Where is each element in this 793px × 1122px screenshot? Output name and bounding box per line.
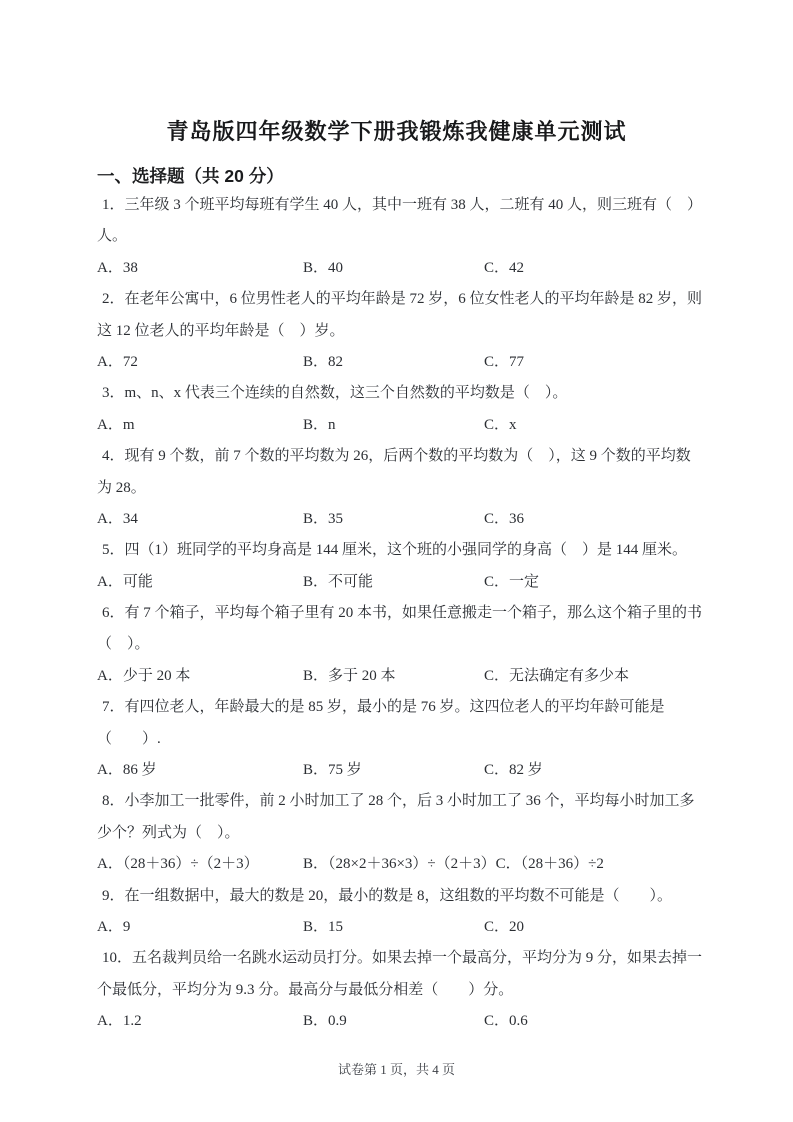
question-3	[97, 378, 703, 441]
options-row	[97, 849, 703, 880]
options-row	[97, 567, 703, 598]
question-1	[97, 190, 703, 284]
option-a: A．34	[97, 510, 138, 527]
question-text-line: 个最低分，平均分为 9.3 分。最高分与最低分相差（ ）分。	[97, 981, 514, 998]
question-text-line: 为 28。	[97, 479, 146, 496]
option-b: B．（28×2＋36×3）÷（2＋3）	[303, 856, 496, 873]
options-row	[97, 912, 703, 943]
options-row	[97, 1006, 703, 1037]
option-a: A．9	[97, 918, 131, 935]
option-a: A．少于 20 本	[97, 667, 191, 684]
option-b: B．n	[303, 416, 336, 433]
option-b: B．15	[303, 918, 344, 935]
option-c: C．20	[484, 918, 525, 935]
options-row	[97, 347, 703, 378]
question-10	[97, 943, 703, 1037]
options-row	[97, 410, 703, 441]
question-4	[97, 441, 703, 535]
question-list	[97, 190, 703, 1038]
page-title: 青岛版四年级数学下册我锻炼我健康单元测试	[166, 119, 627, 144]
option-c: C．77	[484, 353, 525, 370]
option-b: B．75 岁	[303, 762, 362, 779]
option-b: B．多于 20 本	[303, 667, 396, 684]
option-c: C．0.6	[484, 1013, 528, 1030]
option-b: B．40	[303, 259, 344, 276]
option-c: C．x	[484, 416, 517, 433]
options-row	[97, 253, 703, 284]
options-row	[97, 755, 703, 786]
question-text-line: 1．三年级 3 个班平均每班有学生 40 人，其中一班有 38 人，二班有 40 人，则三班有（ ）	[102, 197, 703, 213]
question-text-line: 6．有 7 个箱子，平均每个箱子里有 20 本书，如果任意搬走一个箱子，那么这个箱子里的书	[102, 605, 703, 622]
option-a: A．1.2	[97, 1013, 142, 1030]
question-text-line: 人。	[97, 228, 128, 245]
question-text-line: 4．现有 9 个数，前 7 个数的平均数为 26，后两个数的平均数为（ ），这 9 个数的平均数	[102, 448, 691, 465]
option-a: A．72	[97, 353, 138, 370]
question-text-line: 3．m、n、x 代表三个连续的自然数，这三个自然数的平均数是（ ）。	[102, 385, 568, 402]
option-b: B．不可能	[303, 573, 374, 590]
question-text-line: （ ）。	[97, 636, 150, 653]
question-text-line: 8．小李加工一批零件，前 2 小时加工了 28 个，后 3 小时加工了 36 个，平均每小时加工多	[102, 793, 695, 810]
question-9	[97, 881, 703, 944]
question-5	[97, 535, 703, 598]
option-c: C．82 岁	[484, 762, 543, 779]
question-text-line: 少个？列式为（ ）。	[97, 824, 240, 841]
section-heading: 一、选择题（共 20 分）	[97, 166, 284, 186]
question-6	[97, 598, 703, 692]
option-b: B．82	[303, 353, 344, 370]
option-c: C．36	[484, 510, 525, 527]
question-text-line: 这 12 位老人的平均年龄是（ ）岁。	[97, 322, 345, 339]
question-text-line: （ ）.	[97, 730, 161, 747]
option-a: A．m	[97, 416, 135, 433]
option-c: C．（28＋36）÷2	[495, 856, 604, 873]
option-b: B．35	[303, 510, 344, 527]
option-a: A．86 岁	[97, 762, 157, 779]
options-row	[97, 504, 703, 535]
option-b: B．0.9	[303, 1013, 347, 1030]
question-text-line: 5．四（1）班同学的平均身高是 144 厘米，这个班的小强同学的身高（ ）是 144 厘米。	[102, 542, 688, 559]
question-text-line: 10．五名裁判员给一名跳水运动员打分。如果去掉一个最高分，平均分为 9 分，如果去掉一	[102, 950, 703, 967]
page-footer: 试卷第 1 页，共 4 页	[337, 1062, 455, 1077]
option-c: C．无法确定有多少本	[484, 667, 630, 684]
question-8	[97, 786, 703, 880]
question-text-line: 7．有四位老人，年龄最大的是 85 岁，最小的是 76 岁。这四位老人的平均年龄可能是	[102, 699, 665, 716]
question-2	[97, 284, 703, 378]
question-text-line: 2．在老年公寓中，6 位男性老人的平均年龄是 72 岁，6 位女性老人的平均年龄是 82 岁，则	[102, 291, 703, 308]
options-row	[97, 661, 703, 692]
question-7	[97, 692, 703, 786]
option-a: A．（28＋36）÷（2＋3）	[97, 856, 259, 873]
option-a: A．38	[97, 259, 138, 276]
question-text-line: 9．在一组数据中，最大的数是 20，最小的数是 8，这组数的平均数不可能是（ ）。	[102, 887, 673, 904]
option-c: C．42	[484, 259, 525, 276]
option-c: C．一定	[484, 573, 540, 590]
option-a: A．可能	[97, 573, 153, 590]
